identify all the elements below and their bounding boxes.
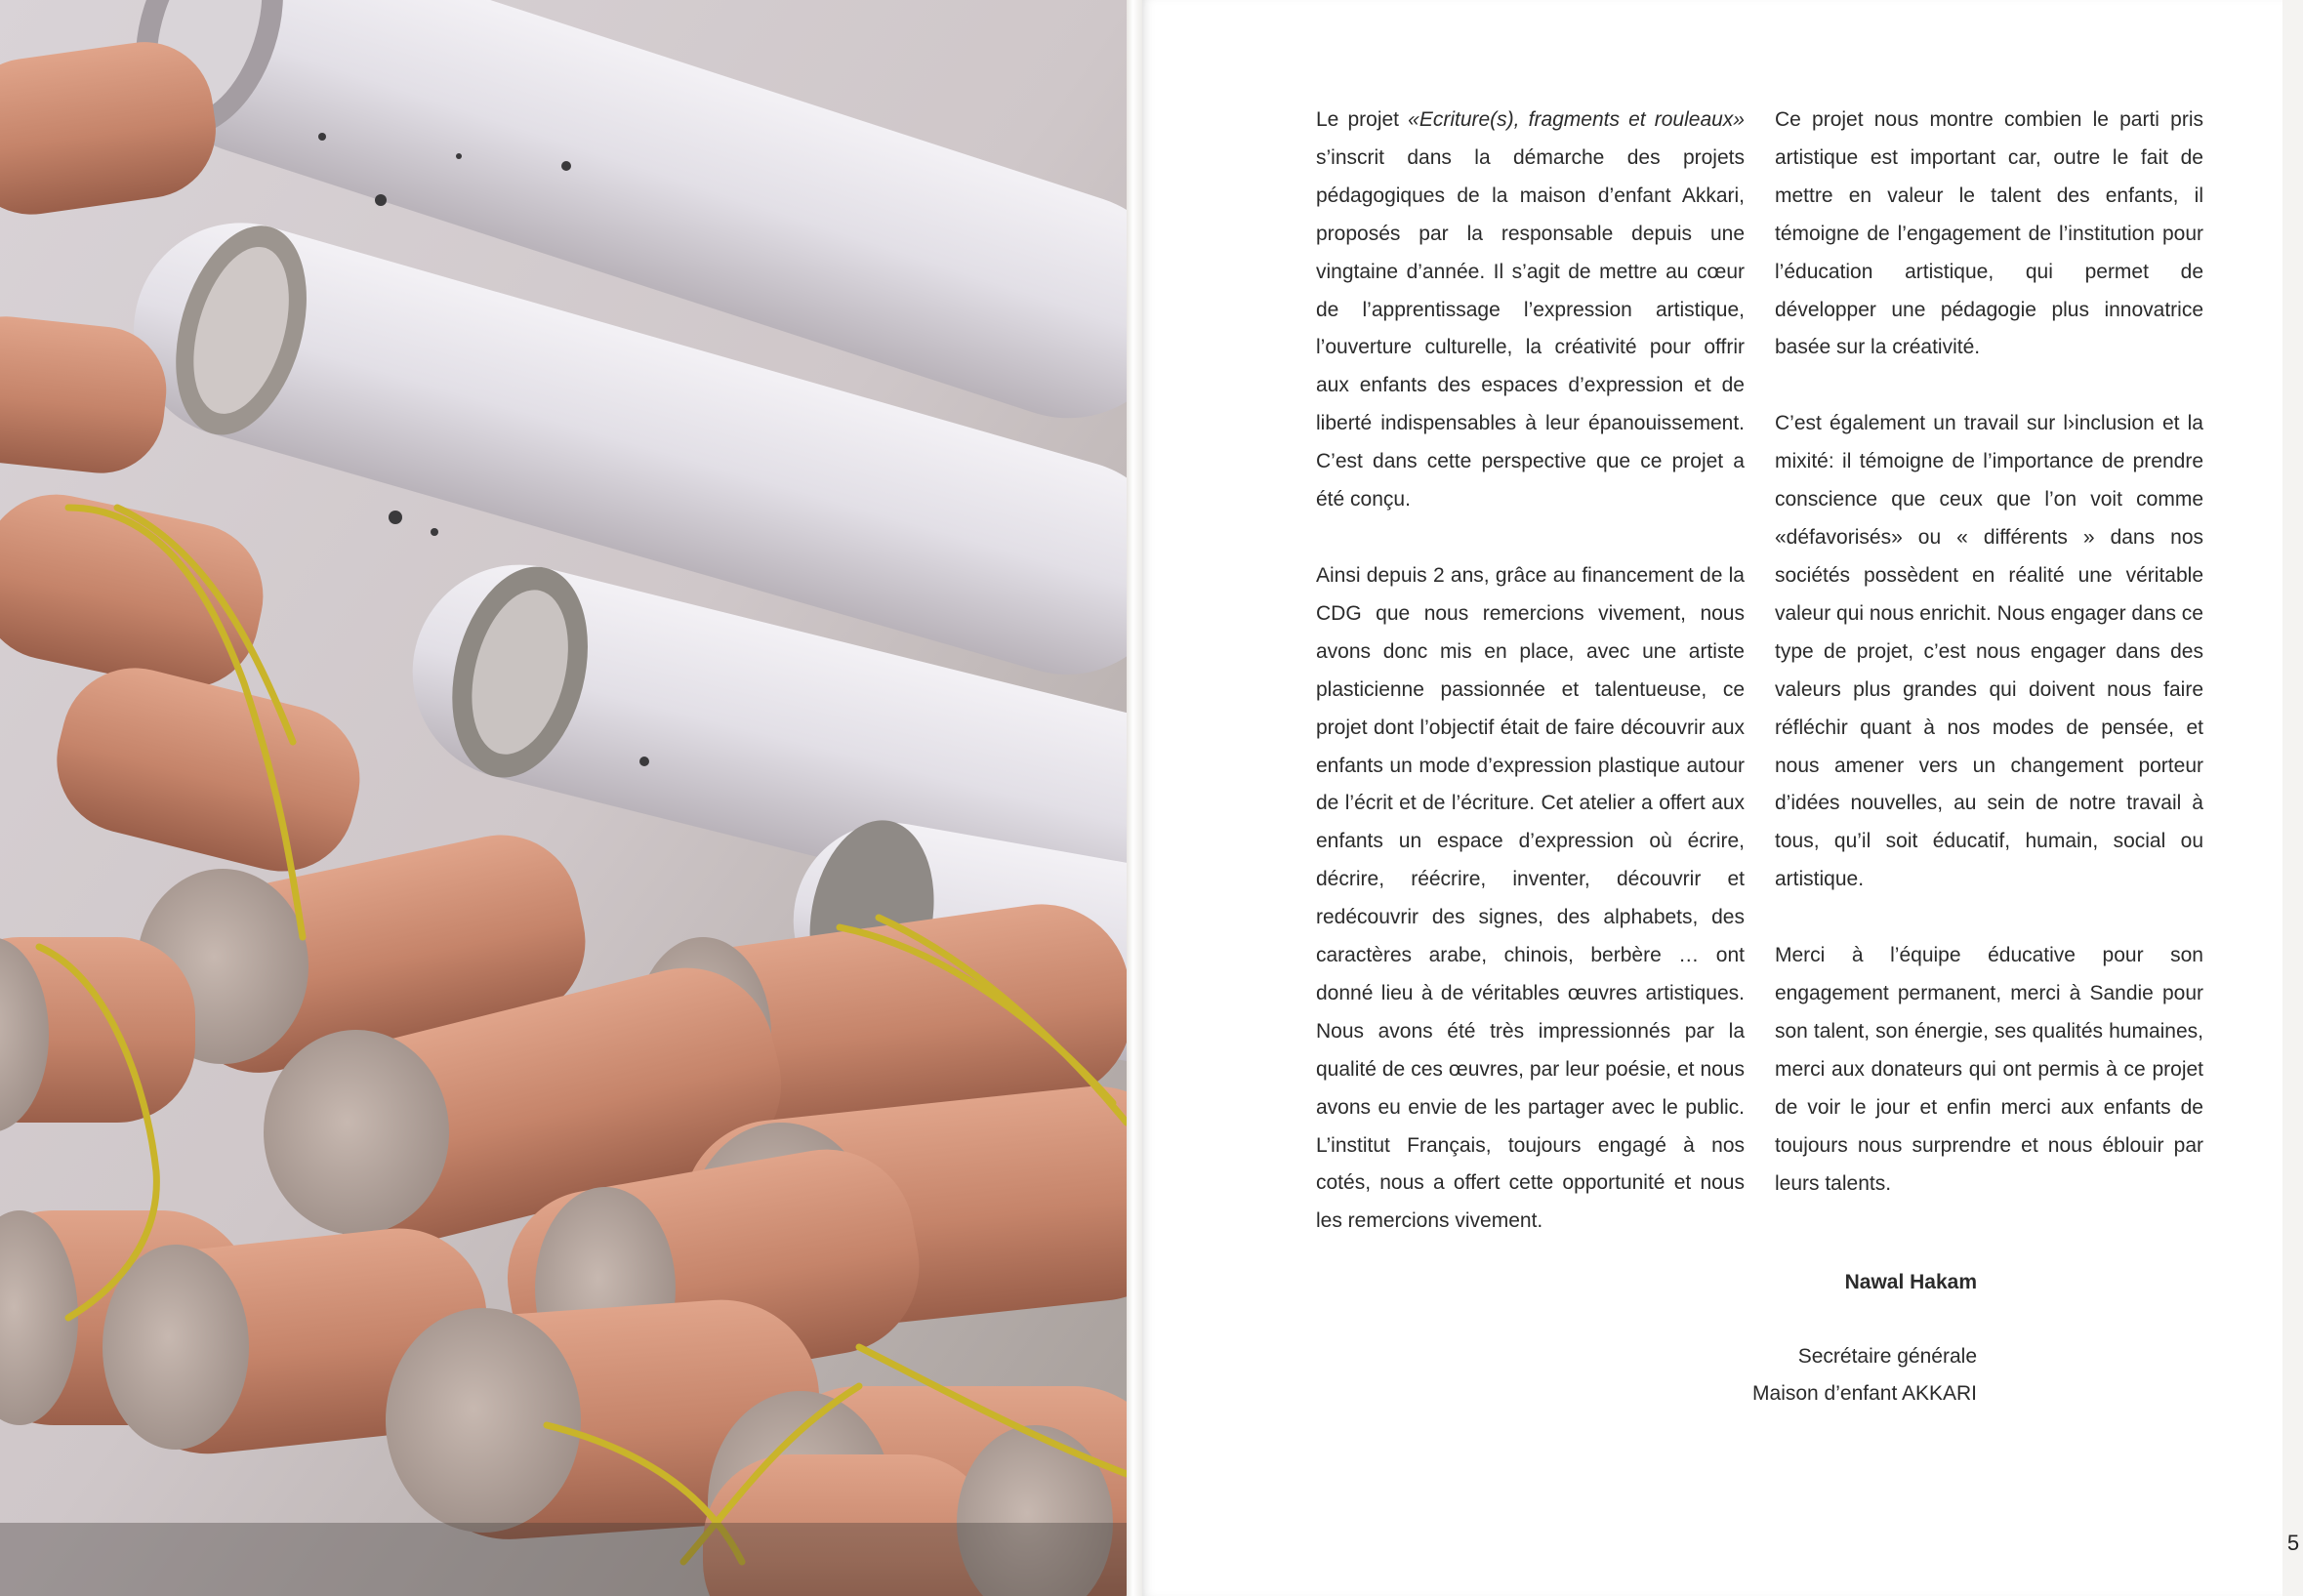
scrolls-photo-icon (0, 0, 1127, 1596)
paragraph (1316, 102, 1745, 519)
text-column-left (1316, 102, 1745, 1279)
paragraph: Ainsi depuis 2 ans, grâce au financement de la CDG que nous remercions vivement, nous avons donc mis en place, avec une artiste plasticienne passionnée et talentueuse, ce projet dont l’objectif était de faire découvrir aux enfants un mode d’expression plastique autour de l’écrit et de l’écriture. Cet atelier a offert aux enfants un espace d’expression où écrire, décrire, réécrire, inventer, découvrir et redécouvrir des signes, des alphabets, des caractères arabe, chinois, berbère … ont donné lieu à de véritables œuvres artistiques. Nous avons été très impressionnés par la qualité de ces œuvres, par leur poésie, et nous avons eu envie de les partager avec le public. L’institut Français, toujours engagé à nos cotés, nous a offert cette opportunité et nous les remercions vivement. (1316, 563, 1745, 1233)
signature-name: Nawal Hakam (1844, 1271, 1977, 1293)
wooden-dowel (0, 937, 195, 1132)
photo-page (0, 0, 1127, 1596)
page-number: 5 (2286, 1531, 2300, 1555)
signature-organization: Maison d’enfant AKKARI (1752, 1382, 1977, 1405)
paragraph-text: s’inscrit dans la démarche des projets pédagogiques de la maison d’enfant Akkari, proposés par la responsable depuis une vingtaine d’année. Il s’agit de mettre au cœur de l’apprentissage l’expression artistique, l’ouverture culturelle, la créativité pour offrir aux enfants des espaces d’expression et de liberté indispensables à leur épanouissement. C’est dans cette perspective que ce projet a été conçu. (1316, 145, 1745, 512)
paragraph: C’est également un travail sur l›inclusion et la mixité: il témoigne de l’importance de prendre conscience que ceux que l’on voit comme «défavorisés» ou « différents » dans nos sociétés possèdent en réalité une véritable valeur qui nous enrichit. Nous engager dans ce type de projet, c’est nous engager dans des valeurs plus grandes qui doivent nous faire réfléchir quant à nos modes de pensée, et nous amener vers un changement porteur d’idées nouvelles, au sein de notre travail à tous, qu’il soit éducatif, humain, social ou artistique. (1775, 412, 2203, 891)
signature-title: Secrétaire générale (1797, 1345, 1977, 1368)
paragraph: Merci à l’équipe éducative pour son engagement permanent, merci à Sandie pour son talent, son énergie, ses qualités humaines, merci aux donateurs qui ont permis à ce projet de voir le jour et enfin merci aux enfants de toujours nous surprendre et nous éblouir par leurs talents. (1775, 944, 2203, 1195)
text-page (1142, 0, 2300, 1596)
signature-block (1752, 1264, 1977, 1412)
text-column-right (1775, 102, 2203, 1241)
paragraph-text: Le projet (1316, 108, 1409, 131)
page-gutter (1127, 0, 1142, 1596)
project-title: «Ecriture(s), fragments et rouleaux» (1408, 108, 1745, 131)
paragraph: Ce projet nous montre combien le parti pris artistique est important car, outre le fait de mettre en valeur le talent des enfants, il témoigne de l’engagement de l’institution pour l’éducation artistique, qui permet de développer une pédagogie plus innovatrice basée sur la créativité. (1775, 108, 2203, 359)
